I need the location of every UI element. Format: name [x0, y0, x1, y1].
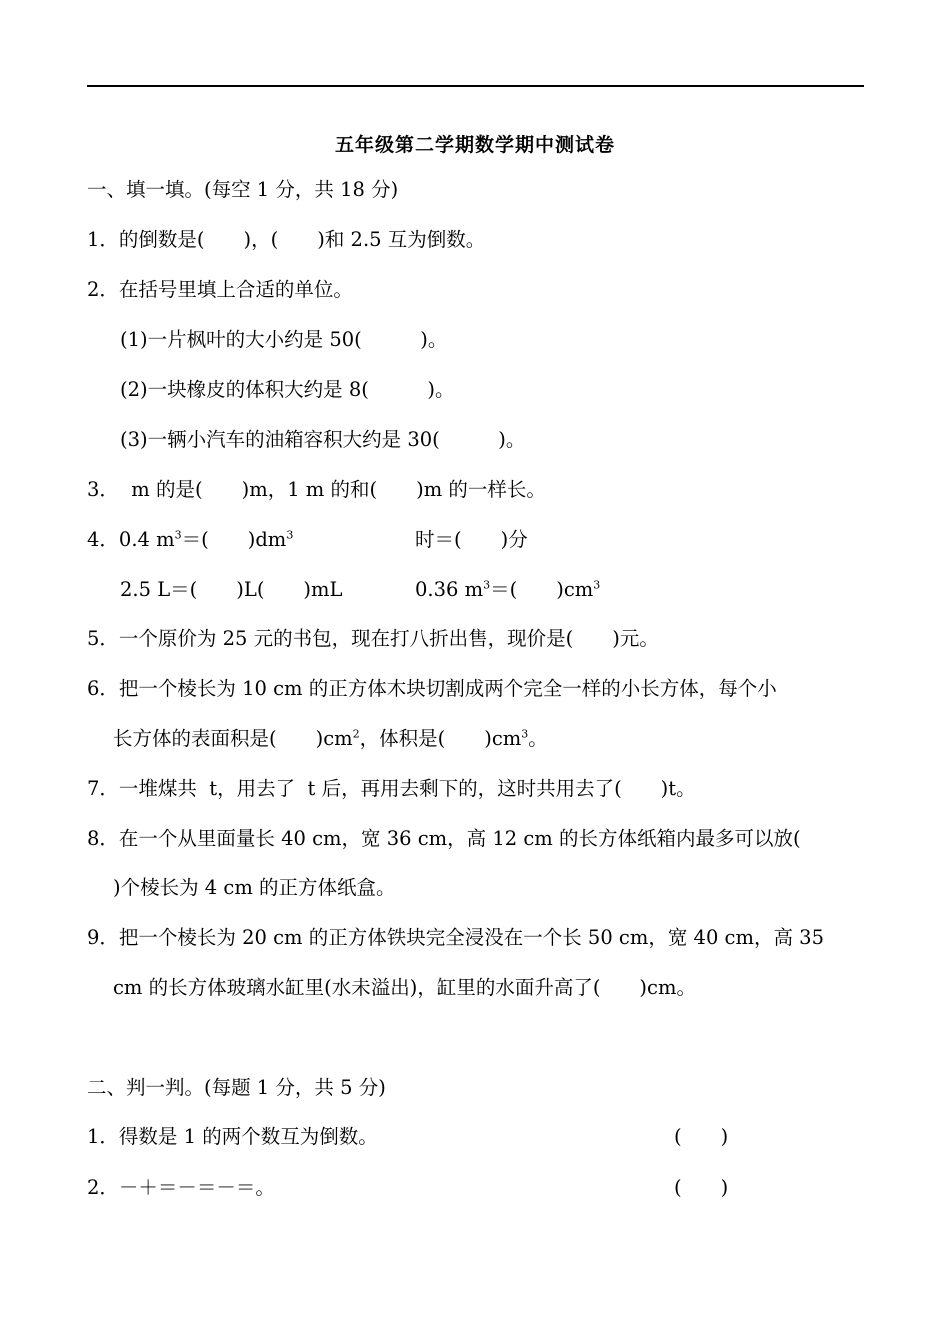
question-2: 2．在括号里填上合适的单位。	[87, 278, 353, 301]
judge-answer-blank-1: ( )	[674, 1125, 729, 1148]
header-rule	[87, 85, 864, 87]
q4d-text-2: ＝( )cm	[490, 578, 594, 601]
question-4-b: 时＝( )分	[415, 528, 528, 551]
question-6-line-2	[113, 727, 548, 751]
question-5: 5．一个原价为 25 元的书包，现在打八折出售，现价是( )元。	[87, 627, 659, 650]
question-2-part-2: (2)一块橡皮的体积大约是 8( )。	[120, 378, 455, 401]
q6-text-3: 。	[528, 727, 548, 750]
question-3: 3． m 的是( )m，1 m 的和( )m 的一样长。	[87, 478, 546, 501]
question-4-a	[87, 528, 293, 552]
section1-heading: 一、填一填。(每空 1 分，共 18 分)	[87, 178, 399, 201]
q6-text-2: ，体积是( )cm	[359, 727, 522, 750]
question-8-line-2: )个棱长为 4 cm 的正方体纸盒。	[113, 876, 396, 899]
question-4-d	[415, 578, 600, 602]
q6-text: 长方体的表面积是( )cm	[113, 727, 353, 750]
question-4-c: 2.5 L＝( )L( )mL	[120, 578, 343, 601]
q4d-superscript-1: 3	[483, 578, 491, 592]
section2-heading: 二、判一判。(每题 1 分，共 5 分)	[87, 1076, 386, 1099]
question-9-line-2: cm 的长方体玻璃水缸里(水未溢出)，缸里的水面升高了( )cm。	[113, 976, 696, 999]
question-2-part-3: (3)一辆小汽车的油箱容积大约是 30( )。	[120, 428, 526, 451]
q4a-superscript-1: 3	[174, 528, 182, 542]
q4a-text: 4．0.4 m	[87, 528, 175, 551]
q4d-text: 0.36 m	[415, 578, 484, 601]
judge-answer-blank-2: ( )	[674, 1176, 729, 1199]
q6-superscript-2: 3	[521, 727, 529, 741]
q4a-text-2: ＝( )dm	[181, 528, 287, 551]
q4d-superscript-2: 3	[593, 578, 601, 592]
question-8-line-1: 8．在一个从里面量长 40 cm，宽 36 cm，高 12 cm 的长方体纸箱内最多可以放(	[87, 827, 801, 850]
page-title: 五年级第二学期数学期中测试卷	[334, 134, 615, 156]
question-1: 1．的倒数是( )，( )和 2.5 互为倒数。	[87, 228, 486, 251]
judge-question-1: 1．得数是 1 的两个数互为倒数。	[87, 1125, 378, 1148]
question-7: 7．一堆煤共 t，用去了 t 后，再用去剩下的，这时共用去了( )t。	[87, 777, 696, 800]
question-9-line-1: 9．把一个棱长为 20 cm 的正方体铁块完全浸没在一个长 50 cm，宽 40 cm，高 35	[87, 926, 824, 949]
q4a-superscript-2: 3	[286, 528, 294, 542]
question-2-part-1: (1)一片枫叶的大小约是 50( )。	[120, 328, 448, 351]
judge-question-2: 2．－＋＝－＝－＝。	[87, 1176, 275, 1199]
q6-superscript-1: 2	[352, 727, 360, 741]
question-6-line-1: 6．把一个棱长为 10 cm 的正方体木块切割成两个完全一样的小长方体，每个小	[87, 677, 777, 700]
